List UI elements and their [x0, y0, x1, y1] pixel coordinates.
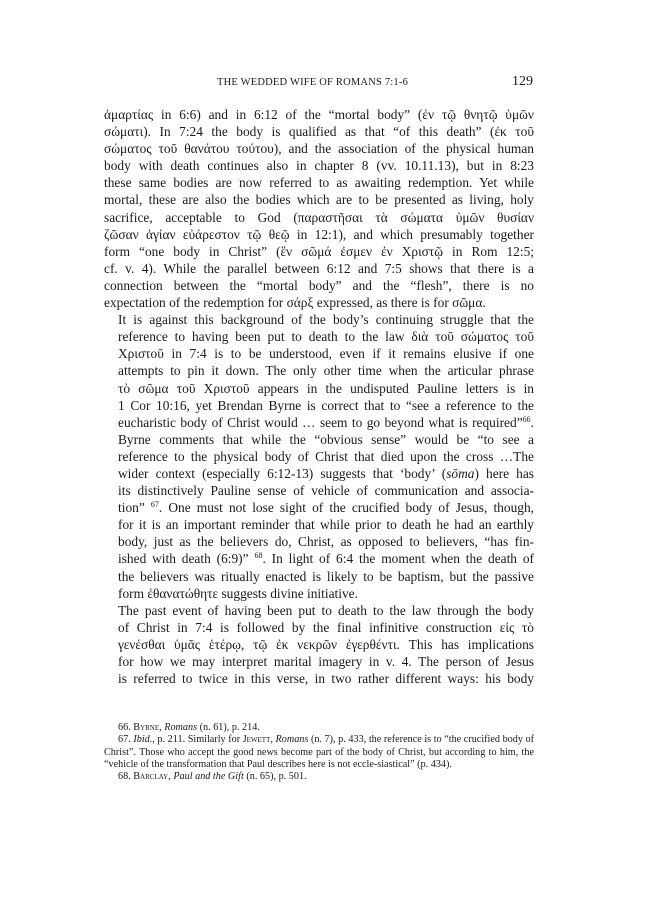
text-line: sacrifice, acceptable to God (παραστῆσαι τὰ σώματα ὑμῶν θυσίαν — [104, 209, 534, 225]
text-line — [104, 499, 534, 516]
text-line: σώματι). In 7:24 the body is qualified as that “of this death” (ἐκ τοῦ — [104, 124, 534, 140]
page-number: 129 — [512, 74, 533, 89]
paragraph-2 — [104, 311, 534, 602]
footnote-text: crucified body of Christ”. Those who accept the good news become part of the body of Christ, — [104, 734, 535, 758]
text-line: is referred to twice in this verse, in two rather different ways: his body — [118, 671, 534, 687]
text-line: γενέσθαι ὑμᾶς ἑτέρῳ, τῷ ἐκ νεκρῶν ἐγερθέντι. This has implications — [118, 636, 534, 652]
text-line: body, just as the believers do, Christ, as opposed to believers, “has fin- — [118, 534, 534, 550]
text-line: Χριστοῦ in 7:4 is to be understood, even if it remains elusive if one — [118, 346, 534, 362]
text-segment: . One must not lose sight of the crucified body of Jesus, though, — [158, 500, 534, 516]
footnote-author: Jewett — [242, 734, 271, 746]
text-line: for it is an important reminder that while prior to death he had an earthly — [118, 517, 534, 533]
footnote-67: 67. Ibid., p. 211. Similarly for Jewett, Romans (n. 7), p. 433, the reference is to “the crucified body of Christ”. Those who accept the good news become part of the body of Christ, but according to him, the “vehicle of the transformation that Paul describes here is not eccle-siastical” (p. 434). — [104, 734, 535, 770]
text-line: reference to the physical body of Christ that died upon the cross …The — [118, 448, 534, 464]
footnote-text: , p. 211. Similarly for — [152, 734, 243, 746]
text-line: Byrne comments that while the “obvious sense” would be “to see a — [118, 431, 534, 447]
text-line: body with death continues also in chapter 8 (vv. 10.11.13), but in 8:23 — [104, 158, 534, 174]
footnote-number: 67. — [118, 734, 131, 746]
text-line: these same bodies are now referred to as awaiting redemption. Yet while — [104, 175, 534, 191]
footnote-number: 66. — [118, 722, 131, 733]
text-line: cf. v. 4). While the parallel between 6:12 and 7:5 shows that there is a — [104, 260, 534, 276]
footnote-text: but according to him, the “vehicle of the transformation that Paul describes here is not eccle- — [104, 746, 534, 770]
footnote-ref-68[interactable]: 68 — [254, 551, 263, 561]
text-segment: ) here has — [474, 465, 534, 481]
footnote-ref-66[interactable]: 66 — [522, 414, 531, 424]
text-line: mortal, these are also the bodies which are to be presented as living, holy — [104, 192, 534, 208]
footnote-number: 68. — [118, 771, 131, 783]
text-segment: . — [530, 414, 534, 430]
footnote-ref-67[interactable]: 67 — [150, 500, 159, 510]
text-line: connection between the “mortal body” and the “flesh”, there is no — [104, 277, 534, 293]
text-segment: tion” — [118, 500, 151, 516]
text-line: τὸ σῶμα τοῦ Χριστοῦ appears in the undisputed Pauline letters is in — [118, 380, 534, 396]
text-line: ἁμαρτίας in 6:6) and in 6:12 of the “mortal body” (ἐν τῷ θνητῷ ὑμῶν — [104, 107, 534, 122]
text-segment: . In light of 6:4 the moment when the death of — [262, 551, 534, 567]
text-segment: ished with death (6:9)” — [118, 551, 255, 567]
footnote-68: 68. Barclay, Paul and the Gift (n. 65), p. 501. — [118, 771, 307, 783]
footnote-title: Romans — [164, 722, 198, 733]
footnote-66: 66. Byrne, Romans (n. 61), p. 214. — [118, 722, 260, 733]
text-line: 1 Cor 10:16, yet Brendan Byrne is correct that to “see a reference to the — [118, 397, 534, 413]
footnote-title: Romans — [275, 734, 309, 746]
footnote-text: (n. 65), p. 501. — [246, 771, 307, 783]
footnote-ibid: Ibid. — [133, 734, 153, 746]
text-line: reference to having been put to death to the law διὰ τοῦ σώματος τοῦ — [118, 329, 534, 345]
text-line — [104, 414, 534, 431]
paragraph-3 — [104, 602, 534, 687]
text-line: σώματος τοῦ θανάτου τούτου), and the association of the physical human — [104, 141, 534, 157]
text-line — [104, 465, 534, 482]
italic-term: sōma — [446, 465, 475, 481]
text-line: It is against this background of the body’s continuing struggle that the — [118, 312, 534, 328]
footnote-text: siastical” (p. 434). — [377, 758, 452, 770]
footnote-title: Paul and the Gift — [173, 771, 244, 783]
text-line: of Christ in 7:4 is followed by the final infinitive construction εἰς τὸ — [118, 619, 534, 635]
running-head: THE WEDDED WIFE OF ROMANS 7:1-6 — [217, 77, 409, 88]
text-line: The past event of having been put to death to the law through the body — [118, 602, 534, 618]
footnote-author: Barclay — [133, 771, 169, 783]
text-line: form “one body in Christ” (ἓν σῶμά ἐσμεν ἐν Χριστῷ in Rom 12:5; — [104, 243, 534, 259]
text-line: attempts to pin it down. The only other time when the articular phrase — [118, 363, 534, 379]
text-line: form ἐθανατώθητε suggests divine initiative. — [118, 585, 358, 601]
footnotes — [104, 722, 534, 783]
footnote-text: (n. 61), p. 214. — [199, 722, 260, 733]
text-segment: eucharistic body of Christ would … seem to go beyond what is required” — [118, 414, 523, 430]
text-line: the believers was ritually enacted is likely to be baptism, but the passive — [118, 568, 534, 584]
main-text — [104, 106, 534, 687]
footnote-author: Byrne — [133, 722, 160, 733]
text-line: ζῶσαν ἁγίαν εὐάρεστον τῷ θεῷ in 12:1), and which presumably together — [104, 226, 534, 242]
text-line: expectation of the redemption for σάρξ expressed, as there is for σῶμα. — [104, 295, 486, 311]
footnote-text: (n. 7), p. 433, the reference is to “the — [310, 734, 462, 746]
paragraph-1 — [104, 106, 534, 311]
text-segment: wider context (especially 6:12-13) suggests that ‘body’ ( — [118, 465, 447, 481]
text-line — [104, 550, 534, 567]
text-line: its distinctively Pauline sense of vehicle of communication and associa- — [118, 483, 534, 499]
text-line: for how we may interpret marital imagery in v. 4. The person of Jesus — [118, 654, 534, 669]
